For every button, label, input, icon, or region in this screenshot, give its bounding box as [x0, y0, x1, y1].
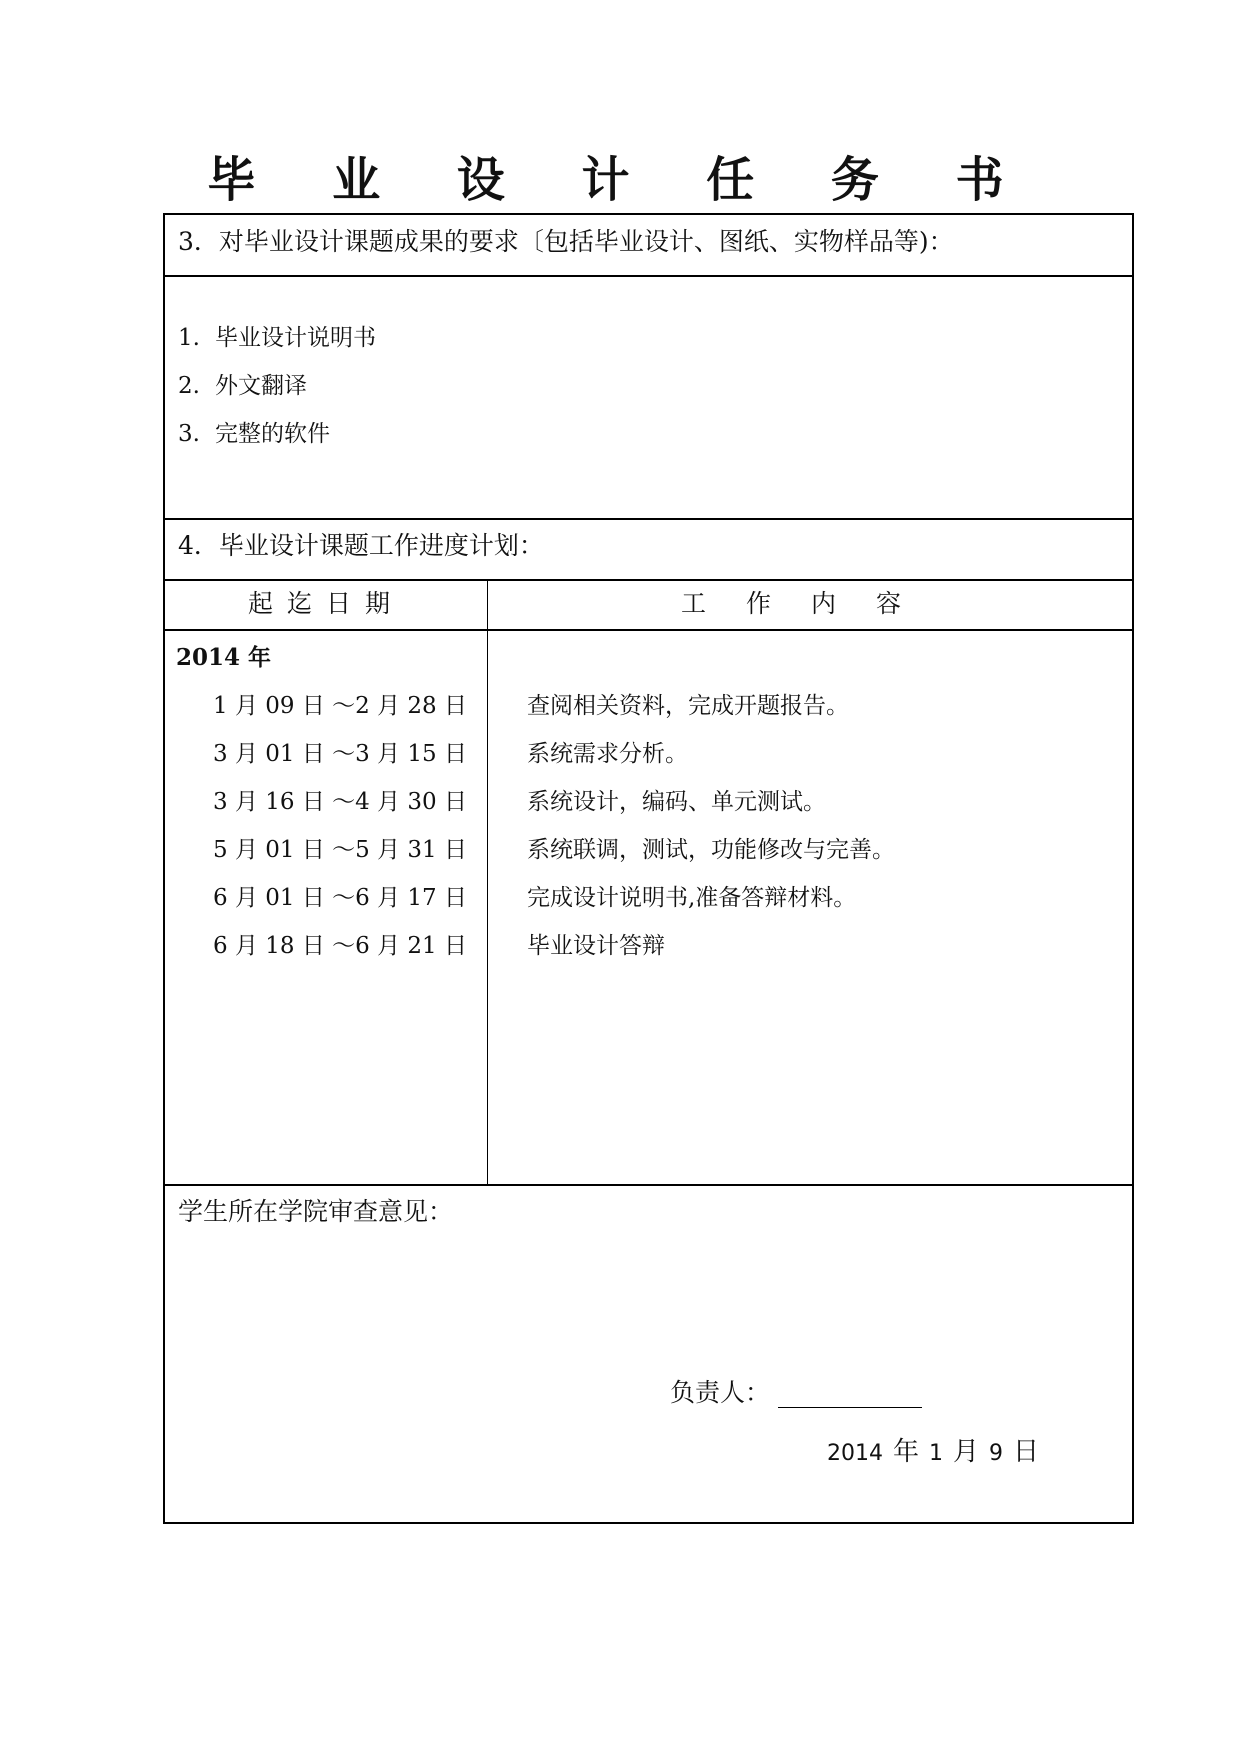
date-range: 5 月 01 日 ～5 月 31 日: [213, 837, 467, 863]
day-unit: 日: [1013, 1437, 1040, 1467]
column-divider: [487, 579, 488, 1184]
task-content: 系统需求分析。: [527, 741, 688, 767]
date-range: 1 月 09 日 ～2 月 28 日: [213, 693, 467, 719]
column-header-date: 起迄日期: [247, 589, 404, 618]
divider: [165, 275, 1132, 277]
review-date-month: 1: [929, 1441, 944, 1466]
schedule-year: 2014 年: [176, 644, 272, 671]
item-number: 3.: [178, 421, 200, 447]
review-date: [827, 1437, 1049, 1469]
item-text: 完整的软件: [215, 421, 330, 447]
date-range: 3 月 16 日 ～4 月 30 日: [213, 789, 467, 815]
date-range: 6 月 18 日 ～6 月 21 日: [213, 933, 467, 959]
signature-line: [778, 1385, 922, 1408]
column-header-content: 工作内容: [680, 589, 941, 618]
item-number: 1.: [178, 325, 200, 351]
review-heading: 学生所在学院审查意见：: [178, 1197, 454, 1226]
task-content: 系统设计，编码、单元测试。: [527, 789, 826, 815]
item-number: 2.: [178, 373, 200, 399]
divider: [165, 518, 1132, 520]
responsible-signature: [670, 1378, 922, 1408]
date-range: 3 月 01 日 ～3 月 15 日: [213, 741, 467, 767]
item-text: 外文翻译: [215, 373, 307, 399]
year-unit: 年: [893, 1437, 920, 1467]
item-text: 毕业设计说明书: [215, 325, 376, 351]
review-date-day: 9: [989, 1441, 1004, 1466]
divider: [165, 629, 1132, 631]
task-content: 完成设计说明书,准备答辩材料。: [527, 885, 857, 911]
page-title: 毕 业 设 计 任 务 书: [207, 152, 1034, 208]
divider: [165, 1184, 1132, 1186]
task-content: 毕业设计答辩: [527, 933, 665, 959]
responsible-label: 负责人：: [670, 1378, 771, 1407]
section3-heading: 3．对毕业设计课题成果的要求〔包括毕业设计、图纸、实物样品等)：: [178, 227, 954, 256]
section4-heading: 4．毕业设计课题工作进度计划：: [178, 531, 544, 560]
month-unit: 月: [953, 1437, 980, 1467]
date-range: 6 月 01 日 ～6 月 17 日: [213, 885, 467, 911]
task-content: 系统联调，测试，功能修改与完善。: [527, 837, 895, 863]
review-date-year: 2014: [827, 1441, 883, 1466]
divider: [165, 579, 1132, 581]
task-content: 查阅相关资料，完成开题报告。: [527, 693, 849, 719]
task-form-table: [163, 213, 1134, 1524]
